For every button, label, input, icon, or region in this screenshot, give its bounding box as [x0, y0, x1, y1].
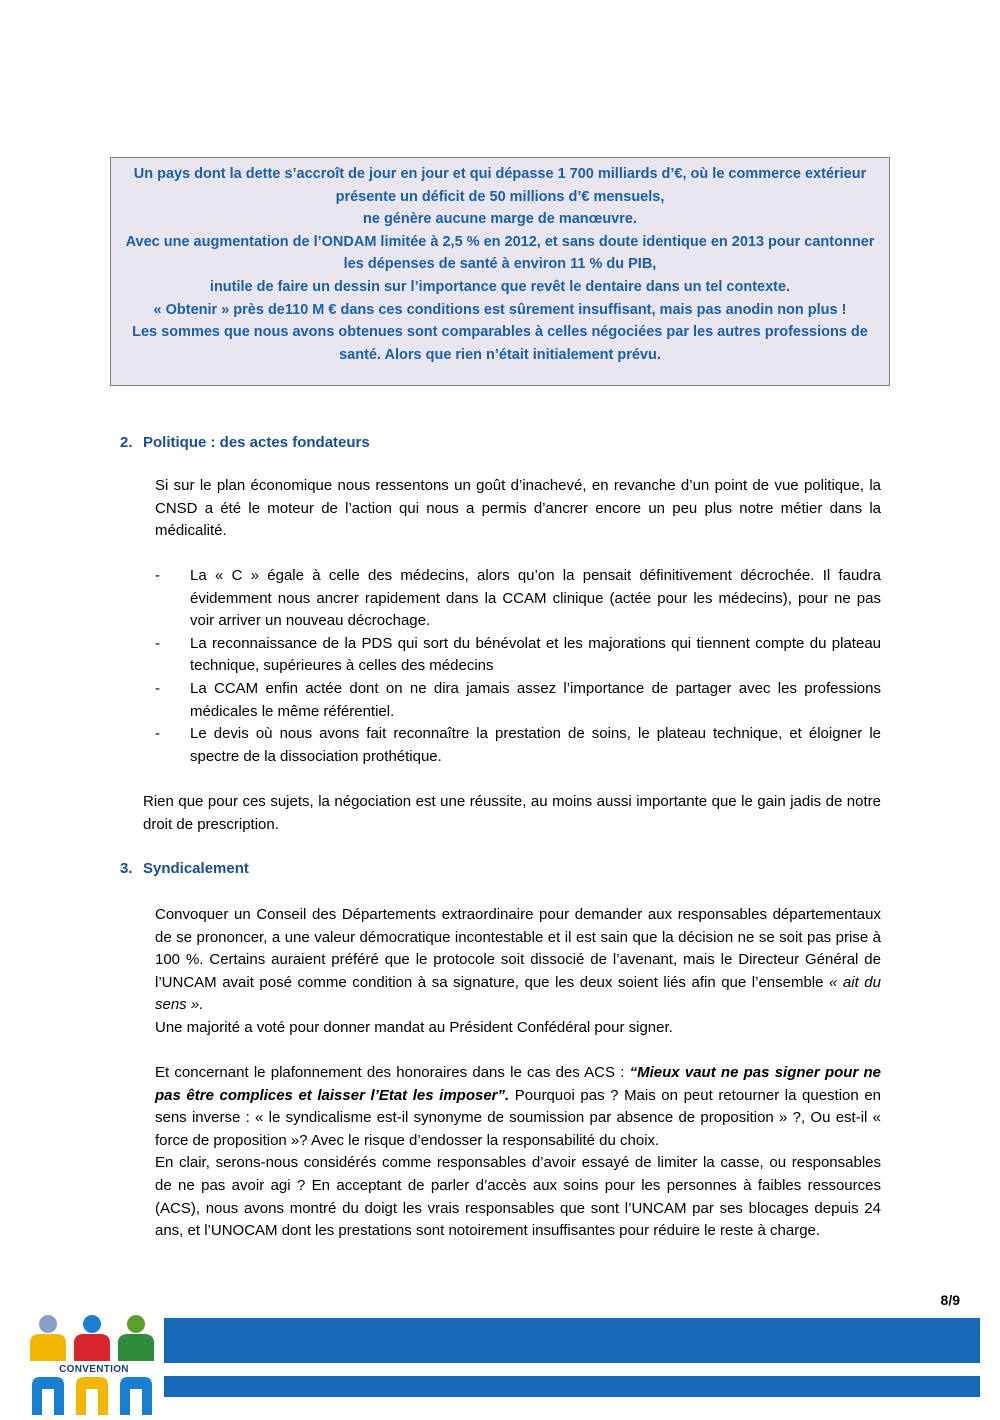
list-item-text: La CCAM enfin actée dont on ne dira jamais assez l’importance de partager avec les professions médicales le même référentiel. — [190, 679, 881, 720]
section-3-p1-text: Convoquer un Conseil des Départements extraordinaire pour demander aux responsables départementaux de se prononcer, a une valeur démocratique incontestable et il est sain que la décision ne se soit pas prise à 100 %. Certains auraient préféré que le protocole soit dissocié de l’avenant, mais le Directeur Général de l’UNCAM avait posé comme condition à sa signature, que les deux soient liés afin que l’ensemble — [155, 906, 881, 991]
section-3-heading — [120, 860, 249, 877]
section-2-title: Politique : des actes fondateurs — [143, 434, 370, 451]
logo-lower-3 — [120, 1377, 152, 1415]
section-3-number: 3. — [120, 860, 133, 877]
box-line-6: Les sommes que nous avons obtenues sont comparables à celles négociées par les autres professions de santé. Alors que rien n’était initialement prévu. — [132, 324, 868, 363]
section-2-bullet-list — [155, 565, 881, 768]
box-line-1: Un pays dont la dette s’accroît de jour en jour et qui dépasse 1 700 milliards d’€, où le commerce extérieur présente un déficit de 50 millions d’€ mensuels, — [133, 166, 867, 205]
logo-lower-1 — [32, 1377, 64, 1415]
list-item — [155, 565, 881, 633]
section-3-p2-post: Pourquoi pas ? Mais on peut retourner la question en sens inverse : « le syndicalisme est-il synonyme de soumission par absence de proposition » ?, Ou est-il « force de proposition »? Avec le risque d’endosser la responsabilité du choix. — [155, 1086, 882, 1149]
section-3-p1-line2: Une majorité a voté pour donner mandat au Président Confédéral pour signer. — [155, 1018, 673, 1036]
section-3-paragraph-1 — [155, 904, 881, 1040]
logo-body-2 — [74, 1334, 110, 1361]
section-3-paragraph-2 — [155, 1062, 881, 1243]
footer-bar-bottom — [164, 1376, 980, 1397]
section-3-p2-pre: Et concernant le plafonnement des honoraires dans le cas des ACS : — [155, 1064, 625, 1081]
list-item — [155, 723, 881, 768]
box-line-2: ne génère aucune marge de manœuvre. — [363, 211, 637, 228]
list-item-text: La « C » égale à celle des médecins, alors qu’on la pensait définitivement décrochée. Il faudra évidemment nous ancrer rapidement dans la CCAM clinique (actée pour les médecins), pour ne pas voir arriver un nouveau décrochage. — [190, 567, 881, 630]
section-3-title: Syndicalement — [143, 860, 249, 877]
section-2-conclusion — [143, 791, 881, 836]
logo-body-3 — [118, 1334, 154, 1361]
section-2-heading — [120, 434, 370, 451]
section-3-p1-italic: « ait du sens ». — [155, 973, 881, 1014]
dash-marker: - — [155, 634, 160, 652]
box-line-5: « Obtenir » près de110 M € dans ces conditions est sûrement insuffisant, mais pas anodin non plus ! — [153, 301, 847, 318]
section-2-number: 2. — [120, 434, 133, 451]
box-line-4: inutile de faire un dessin sur l’importance que revêt le dentaire dans un tel contexte. — [209, 278, 791, 295]
dash-marker: - — [155, 679, 160, 697]
highlight-box — [110, 157, 890, 386]
convention-logo — [28, 1313, 160, 1415]
logo-body-1 — [30, 1334, 66, 1361]
logo-head-2 — [83, 1315, 101, 1333]
logo-lower-2 — [76, 1377, 108, 1415]
page-number: 8/9 — [940, 1292, 960, 1308]
section-3-p3: En clair, serons-nous considérés comme responsables d’avoir essayé de limiter la casse, ou responsables de ne pas avoir agi ? En acceptant de parler d’accès aux soins pour les personnes à faibles ressources (ACS), nous avons montré du doigt les vrais responsables que sont l’UNCAM par ses blocages depuis 24 ans, et l’UNOCAM dont les prestations sont notoirement insuffisantes pour réduire le reste à charge. — [155, 1154, 881, 1240]
section-3-p2 — [155, 1062, 881, 1152]
logo-head-1 — [39, 1315, 57, 1333]
dash-marker: - — [155, 725, 160, 743]
list-item-text: La reconnaissance de la PDS qui sort du bénévolat et les majorations qui tiennent compte du plateau technique, supérieures à celles des médecins — [190, 634, 881, 675]
dash-marker: - — [155, 567, 160, 584]
logo-head-3 — [127, 1315, 145, 1333]
list-item — [155, 678, 881, 723]
list-item — [155, 633, 881, 678]
section-2-conclusion-text: Rien que pour ces sujets, la négociation est une réussite, au moins aussi importante que le gain jadis de notre droit de prescription. — [143, 793, 881, 833]
box-line-3: Avec une augmentation de l’ONDAM limitée à 2,5 % en 2012, et sans doute identique en 2013 pour cantonner les dépenses de santé à environ 11 % du PIB, — [125, 233, 875, 273]
section-2-intro-text: Si sur le plan économique nous ressentons un goût d’inachevé, en revanche d’un point de vue politique, la CNSD a été le moteur de l’action qui nous a permis d’ancrer encore un peu plus notre métier dans la médicalité. — [155, 477, 881, 540]
section-2-intro — [155, 475, 881, 543]
section-3-p1 — [155, 904, 881, 1017]
list-item-text: Le devis où nous avons fait reconnaître la prestation de soins, le plateau technique, et éloigner le spectre de la dissociation prothétique. — [190, 725, 881, 765]
logo-text: CONVENTION — [59, 1364, 129, 1375]
footer-bar-top — [164, 1318, 980, 1363]
section-3-p2-quote: “Mieux vaut ne pas signer pour ne pas être complices et laisser l’Etat les imposer”. — [155, 1064, 882, 1104]
